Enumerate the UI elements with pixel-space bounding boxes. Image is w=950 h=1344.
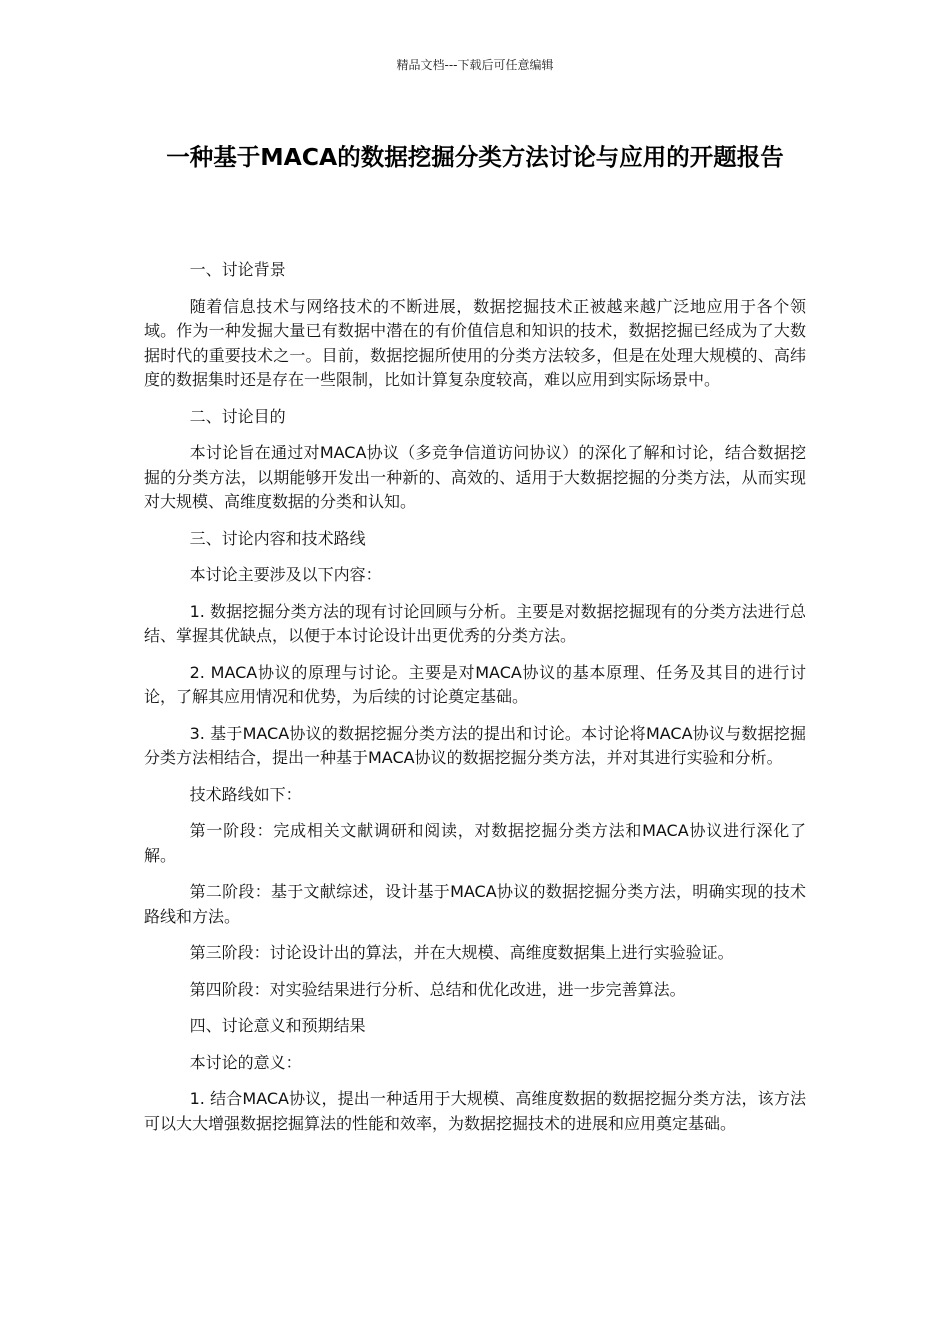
route-intro: 技术路线如下： — [189, 784, 302, 804]
header-note: 精品文档---下载后可任意编辑 — [396, 58, 554, 72]
section-heading-content-route: 三、讨论内容和技术路线 — [189, 528, 366, 548]
content-item-2: 2. MACA协议的原理与讨论。主要是对MACA协议的基本原理、任务及其目的进行讨论，了解其应用情况和优势，为后续的讨论奠定基础。 — [144, 662, 806, 706]
route-stage-1: 第一阶段：完成相关文献调研和阅读，对数据挖掘分类方法和MACA协议进行深化了解。 — [144, 821, 806, 865]
route-stage-4: 第四阶段：对实验结果进行分析、总结和优化改进，进一步完善算法。 — [189, 979, 686, 999]
document-title: 一种基于MACA的数据挖掘分类方法讨论与应用的开题报告 — [166, 143, 784, 171]
route-stage-3: 第三阶段：讨论设计出的算法，并在大规模、高维度数据集上进行实验验证。 — [189, 943, 734, 962]
content-item-1: 1. 数据挖掘分类方法的现有讨论回顾与分析。主要是对数据挖掘现有的分类方法进行总结、掌握其优缺点，以便于本讨论设计出更优秀的分类方法。 — [144, 601, 806, 645]
background-paragraph: 随着信息技术与网络技术的不断进展，数据挖掘技术正被越来越广泛地应用于各个领域。作为一种发掘大量已有数据中潜在的有价值信息和知识的技术，数据挖掘已经成为了大数据时代的重要技术之一。目前，数据挖掘所使用的分类方法较多，但是在处理大规模的、高纬度的数据集时还是存在一些限制，比如计算复杂度较高，难以应用到实际场景中。 — [144, 296, 806, 389]
content-intro: 本讨论主要涉及以下内容： — [189, 565, 382, 584]
purpose-paragraph: 本讨论旨在通过对MACA协议（多竞争信道访问协议）的深化了解和讨论，结合数据挖掘的分类方法，以期能够开发出一种新的、高效的、适用于大数据挖掘的分类方法，从而实现对大规模、高维度数据的分类和认知。 — [144, 443, 806, 511]
section-heading-purpose: 二、讨论目的 — [189, 406, 286, 426]
significance-intro: 本讨论的意义： — [189, 1052, 302, 1072]
significance-item-1: 1. 结合MACA协议，提出一种适用于大规模、高维度数据的数据挖掘分类方法，该方法可以大大增强数据挖掘算法的性能和效率，为数据挖掘技术的进展和应用奠定基础。 — [144, 1089, 806, 1133]
document-body — [144, 258, 806, 1148]
route-stage-2: 第二阶段：基于文献综述，设计基于MACA协议的数据挖掘分类方法，明确实现的技术路线和方法。 — [144, 882, 806, 926]
content-item-3: 3. 基于MACA协议的数据挖掘分类方法的提出和讨论。本讨论将MACA协议与数据挖掘分类方法相结合，提出一种基于MACA协议的数据挖掘分类方法，并对其进行实验和分析。 — [144, 723, 806, 767]
section-heading-background: 一、讨论背景 — [189, 260, 286, 279]
section-heading-significance: 四、讨论意义和预期结果 — [189, 1016, 366, 1035]
